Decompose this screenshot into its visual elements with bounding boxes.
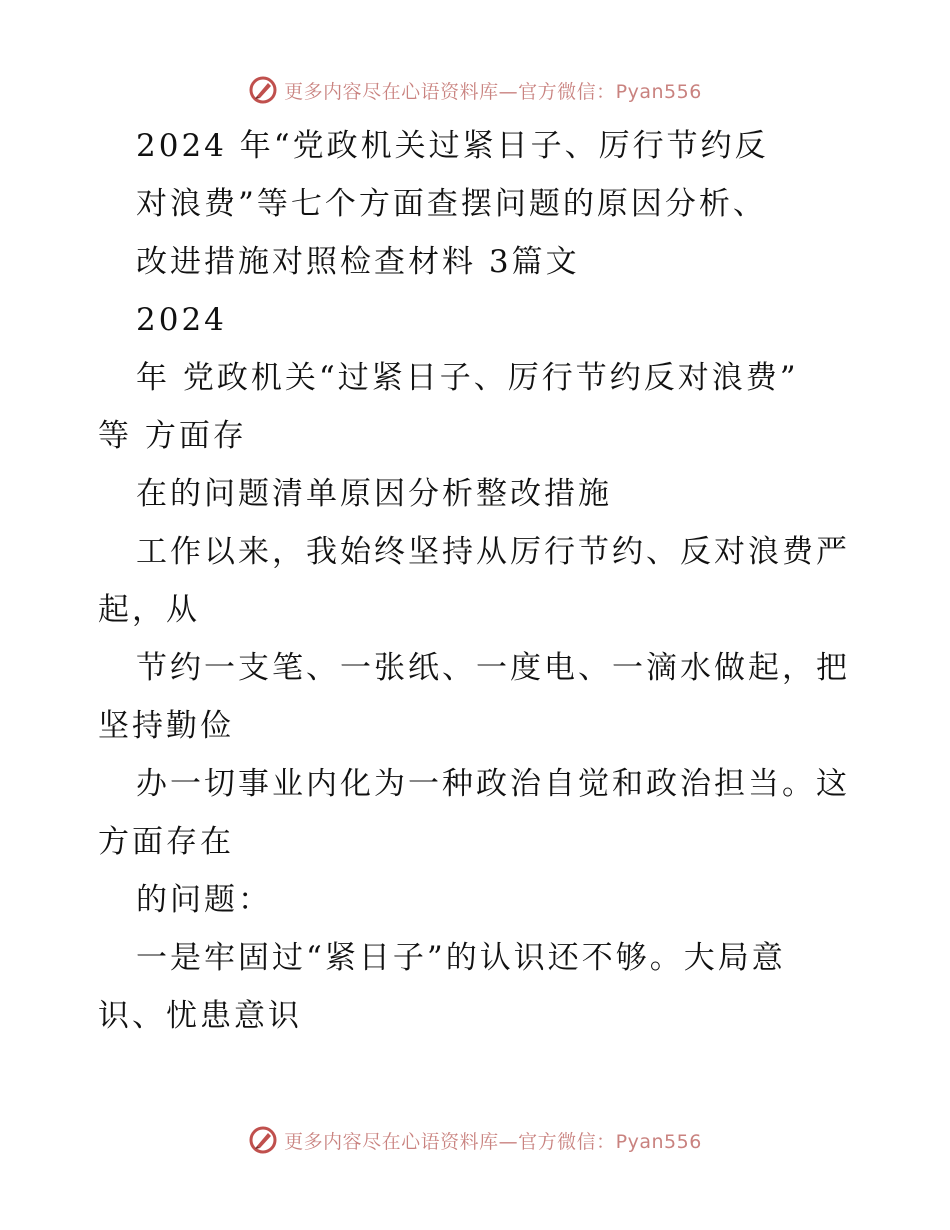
text-line: 方面存在 [98, 824, 234, 860]
header-watermark [0, 72, 950, 108]
text-line: 坚持勤俭 [98, 708, 234, 744]
pen-logo-icon [248, 75, 278, 105]
text-line: 工作以来，我始终坚持从厉行节约、反对浪费严 [136, 534, 850, 570]
watermark-text: 更多内容尽在心语资料库—官方微信：Pyan556 [284, 80, 702, 103]
text-line: 起，从 [98, 592, 200, 628]
text-line: 节约一支笔、一张纸、一度电、一滴水做起，把 [136, 650, 850, 686]
text-line: 年 党政机关“过紧日子、厉行节约反对浪费” [136, 360, 799, 396]
title-line-3: 改进措施对照检查材料 3篇文 [136, 244, 580, 280]
pen-logo-icon [248, 1125, 278, 1155]
text-line: 2024 [136, 302, 227, 338]
text-line: 一是牢固过“紧日子”的认识还不够。大局意 [136, 940, 786, 976]
title-line-2: 对浪费”等七个方面查摆问题的原因分析、 [136, 186, 767, 222]
text-line: 办一切事业内化为一种政治自觉和政治担当。这 [136, 766, 850, 802]
watermark-text: 更多内容尽在心语资料库—官方微信：Pyan556 [284, 1130, 702, 1153]
text-line: 的问题： [136, 882, 272, 918]
text-line: 识、忧患意识 [98, 998, 302, 1034]
footer-watermark [0, 1122, 950, 1158]
text-line: 等 方面存 [98, 418, 247, 454]
title-line-1: 2024 年“党政机关过紧日子、厉行节约反 [136, 128, 769, 164]
text-line: 在的问题清单原因分析整改措施 [136, 476, 612, 512]
